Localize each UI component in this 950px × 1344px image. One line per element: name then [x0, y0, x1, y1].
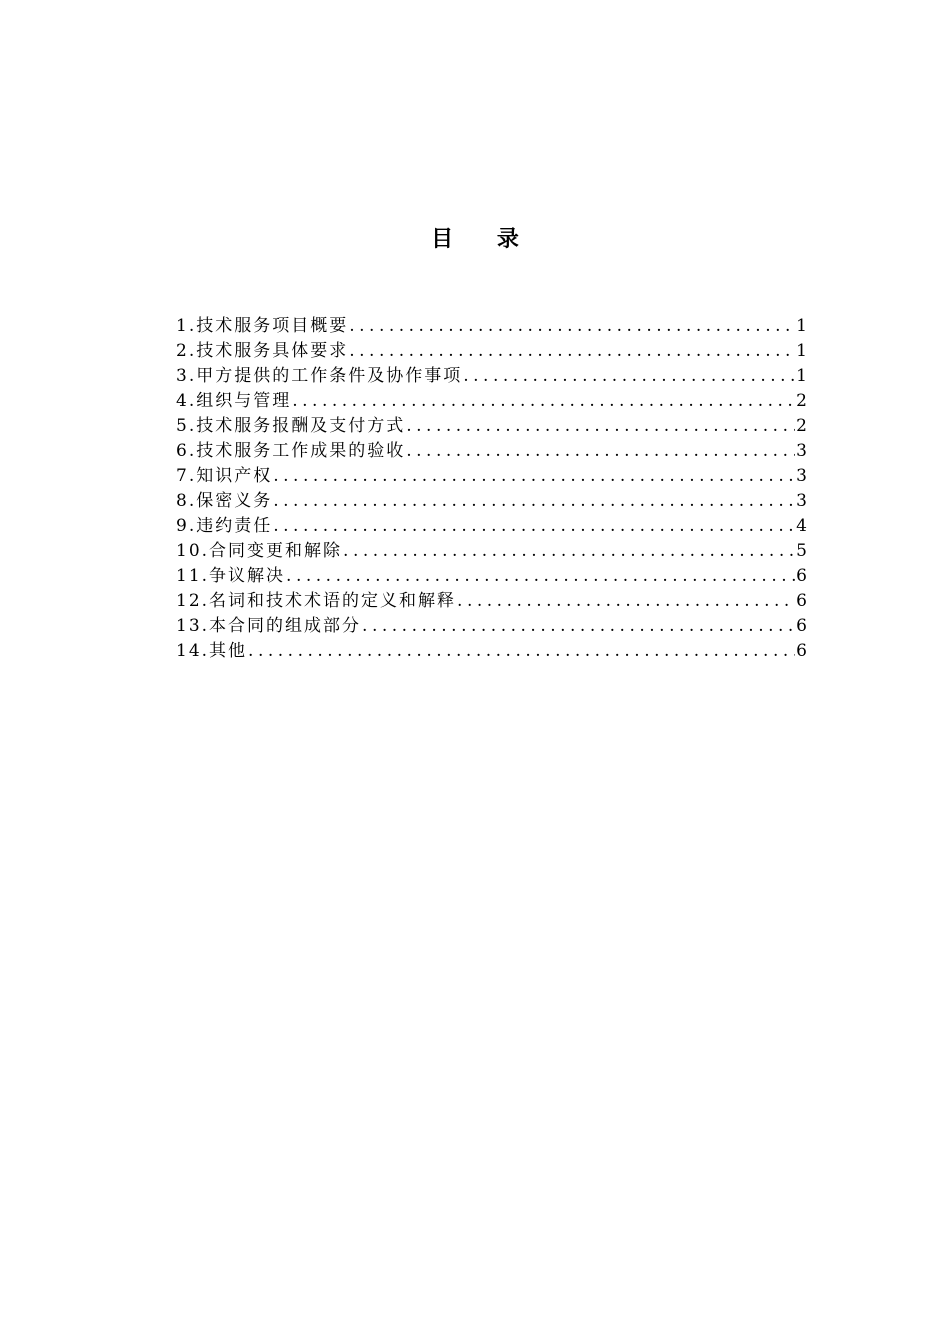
toc-entry[interactable] — [176, 489, 807, 514]
toc-entry-label: 7.知识产权 — [176, 466, 273, 486]
toc-entry[interactable] — [176, 564, 807, 589]
toc-entry-page: 6 — [796, 616, 807, 636]
toc-entry-page: 4 — [796, 516, 807, 536]
toc-entry[interactable] — [176, 339, 807, 364]
toc-entry-page: 1 — [796, 366, 807, 386]
toc-list — [176, 314, 807, 664]
dot-leader — [343, 539, 795, 564]
toc-entry-page: 3 — [796, 466, 807, 486]
dot-leader — [349, 314, 795, 339]
dot-leader — [457, 589, 795, 614]
toc-entry[interactable] — [176, 539, 807, 564]
toc-entry[interactable] — [176, 439, 807, 464]
dot-leader — [248, 639, 795, 664]
toc-title: 目 录 — [431, 226, 537, 252]
dot-leader — [292, 389, 795, 414]
dot-leader — [406, 439, 795, 464]
toc-entry[interactable] — [176, 364, 807, 389]
dot-leader — [286, 564, 795, 589]
toc-entry-page: 6 — [796, 591, 807, 611]
toc-entry-label: 3.甲方提供的工作条件及协作事项 — [176, 366, 463, 386]
toc-entry[interactable] — [176, 464, 807, 489]
toc-entry-label: 11.争议解决 — [176, 566, 286, 586]
toc-entry-page: 1 — [796, 341, 807, 361]
dot-leader — [273, 514, 795, 539]
toc-entry-page: 3 — [796, 441, 807, 461]
toc-entry[interactable] — [176, 589, 807, 614]
toc-entry-label: 9.违约责任 — [176, 516, 273, 536]
toc-entry-page: 1 — [796, 316, 807, 336]
dot-leader — [362, 614, 795, 639]
toc-entry-label: 8.保密义务 — [176, 491, 273, 511]
toc-entry-label: 6.技术服务工作成果的验收 — [176, 441, 406, 461]
dot-leader — [463, 364, 795, 389]
toc-entry[interactable] — [176, 314, 807, 339]
toc-entry-label: 5.技术服务报酬及支付方式 — [176, 416, 406, 436]
toc-entry-label: 10.合同变更和解除 — [176, 541, 343, 561]
toc-entry-page: 5 — [796, 541, 807, 561]
dot-leader — [273, 489, 795, 514]
toc-entry[interactable] — [176, 514, 807, 539]
toc-entry-label: 12.名词和技术术语的定义和解释 — [176, 591, 457, 611]
toc-entry-label: 1.技术服务项目概要 — [176, 316, 349, 336]
toc-entry-label: 14.其他 — [176, 641, 248, 661]
dot-leader — [273, 464, 795, 489]
dot-leader — [406, 414, 795, 439]
toc-entry-label: 4.组织与管理 — [176, 391, 292, 411]
toc-entry-page: 2 — [796, 391, 807, 411]
toc-entry-page: 6 — [796, 641, 807, 661]
toc-entry[interactable] — [176, 389, 807, 414]
toc-entry-label: 2.技术服务具体要求 — [176, 341, 349, 361]
dot-leader — [349, 339, 795, 364]
toc-entry-label: 13.本合同的组成部分 — [176, 616, 362, 636]
toc-entry[interactable] — [176, 614, 807, 639]
toc-entry[interactable] — [176, 414, 807, 439]
toc-entry-page: 6 — [796, 566, 807, 586]
toc-entry[interactable] — [176, 639, 807, 664]
toc-entry-page: 3 — [796, 491, 807, 511]
toc-entry-page: 2 — [796, 416, 807, 436]
